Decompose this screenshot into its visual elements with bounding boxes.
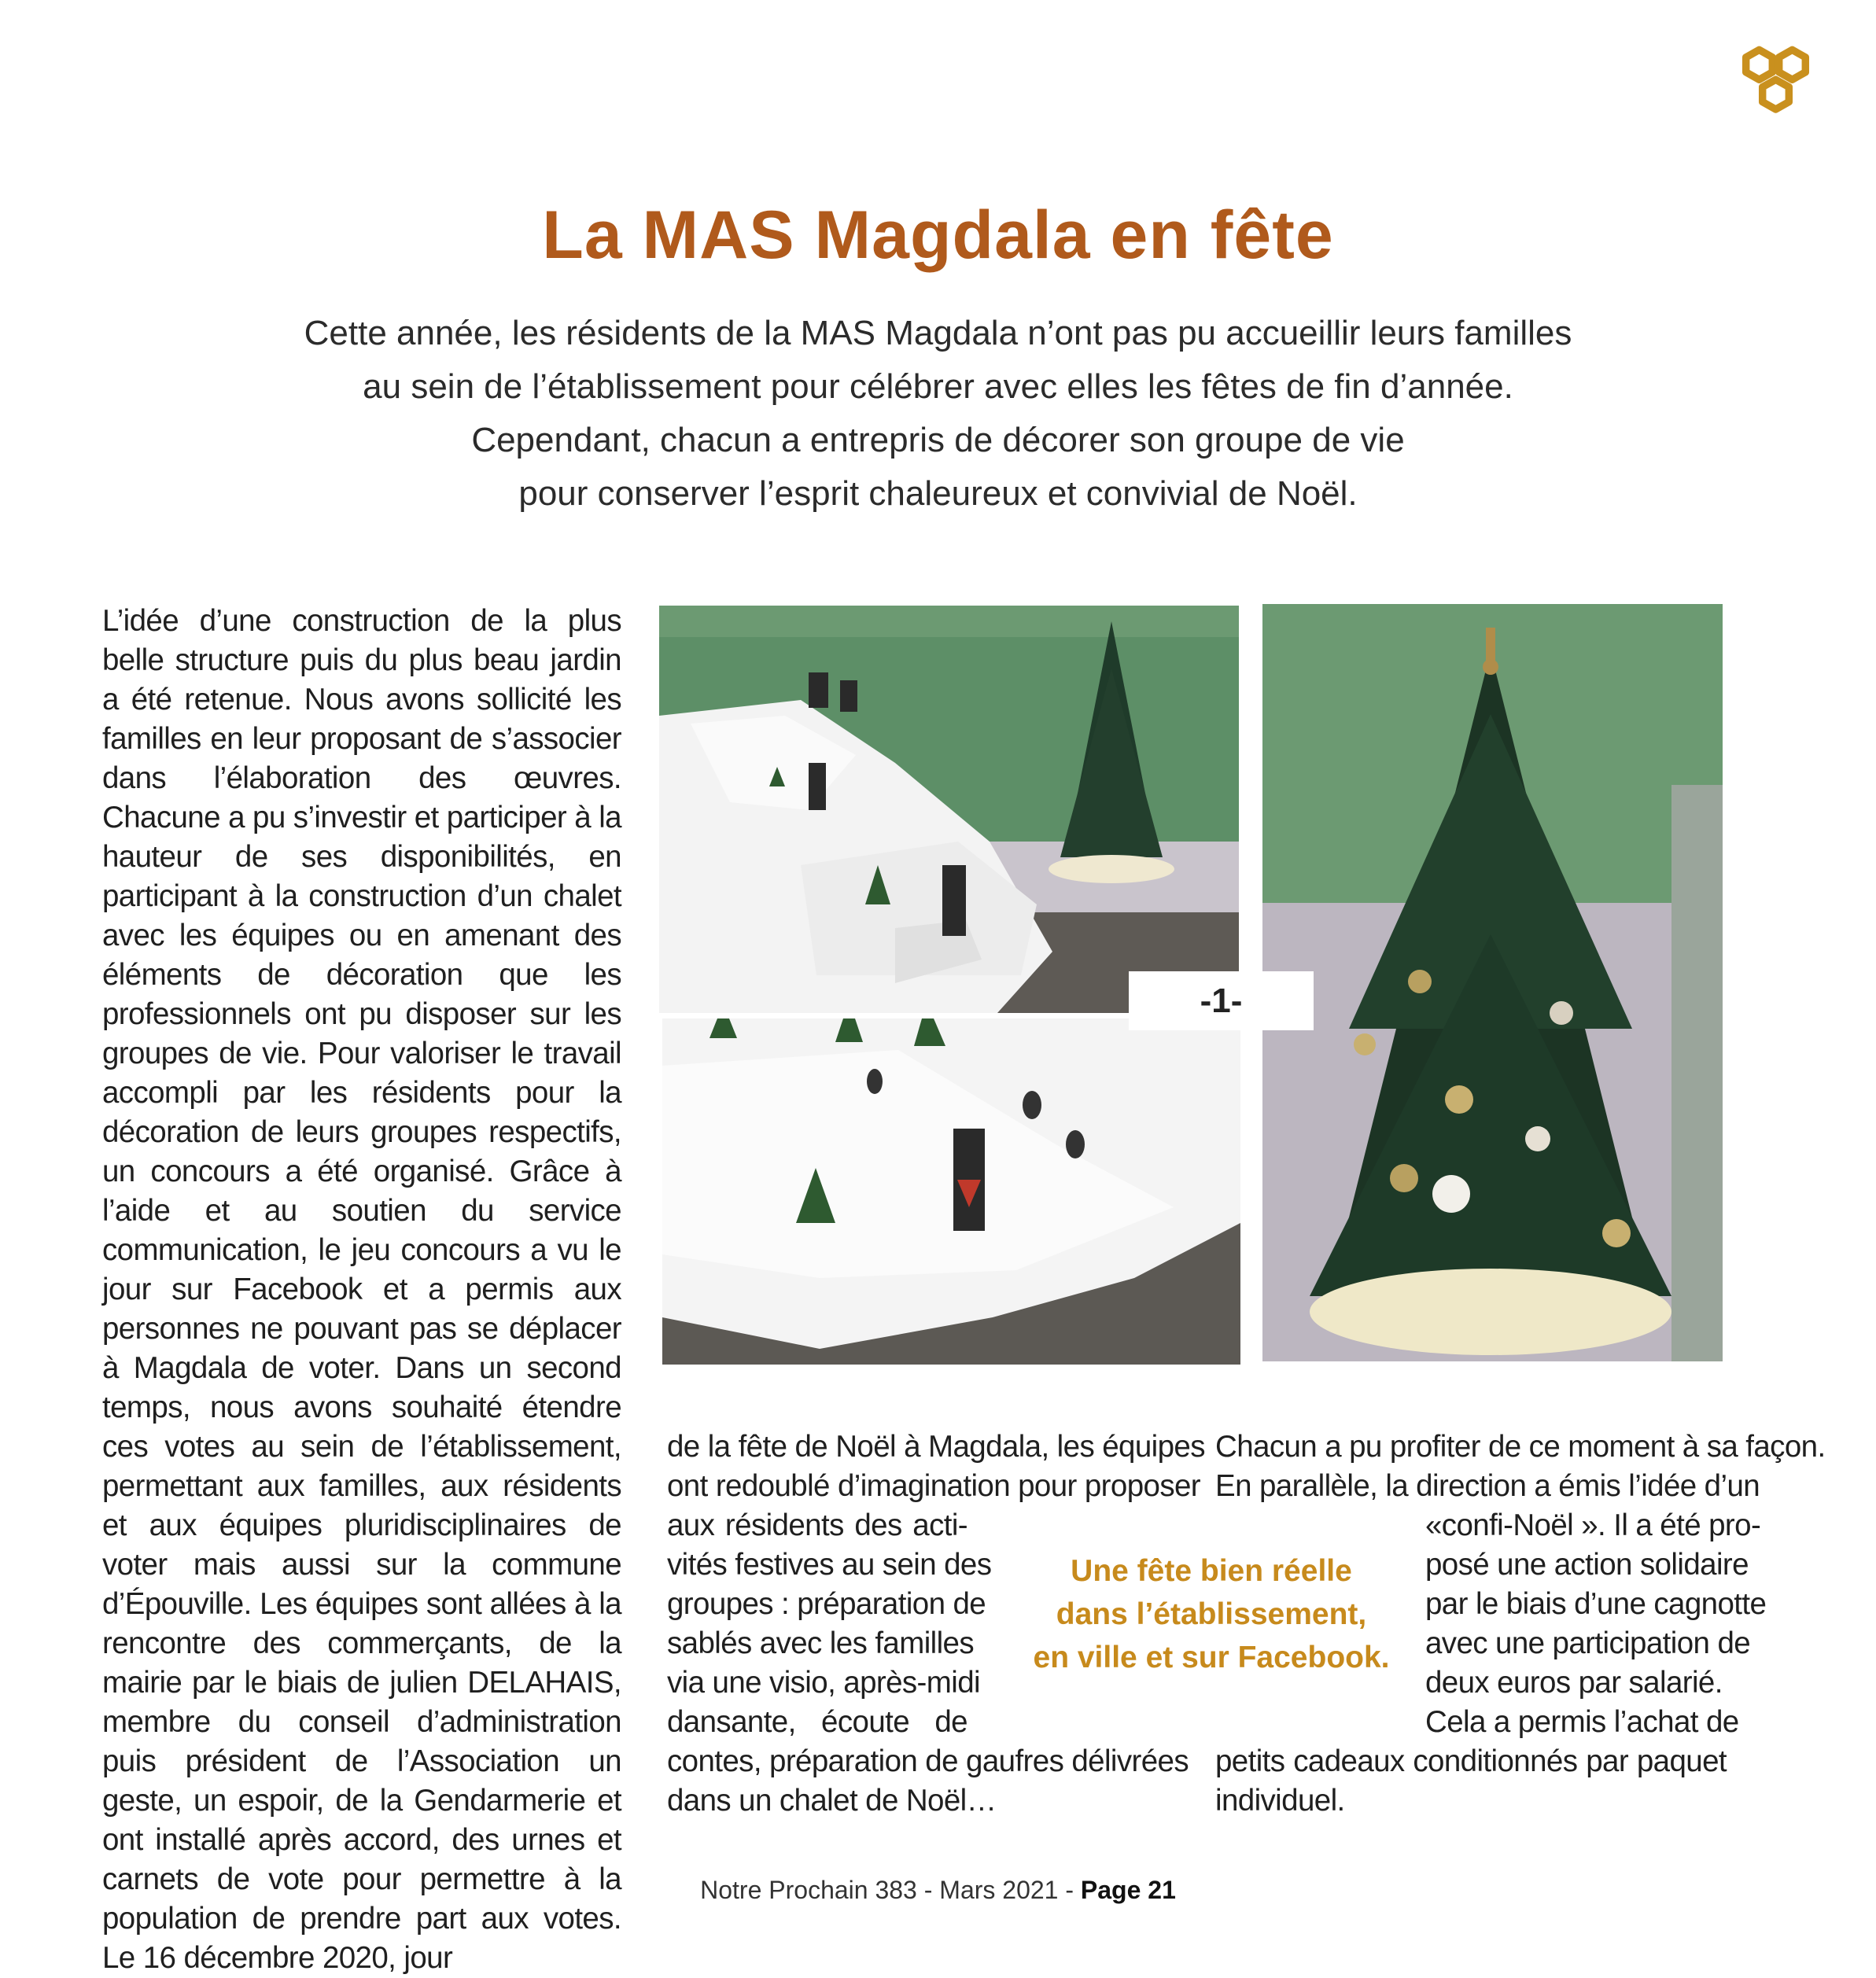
- text-line: ont redoublé d’imagination pour proposer: [667, 1469, 1201, 1503]
- photo-christmas-tree: [1262, 604, 1723, 1361]
- intro-paragraph: [236, 307, 1640, 521]
- text-line: via une visio, après-midi: [667, 1666, 980, 1700]
- intro-line: Cette année, les résidents de la MAS Magdala n’ont pas pu accueillir leurs familles: [304, 314, 1572, 352]
- pull-quote-line: en ville et sur Facebook.: [1033, 1641, 1390, 1674]
- publication-info: Notre Prochain 383 - Mars 2021 -: [700, 1876, 1081, 1904]
- text-line: sablés avec les familles: [667, 1626, 975, 1660]
- article-column-middle-narrow: [667, 1506, 992, 1742]
- article-column-left: L’idée d’une construction de la plus belle structure puis du plus beau jardin a été retenue. Nous avons sollicité les familles en leur proposant de s’associer dans l’élaboration des œuvres. Chacune a pu s’investir et participer à la hauteur de ses disponibilités, en participant à la construction d’un chalet avec les équipes ou en amenant des éléments de décoration que les professionnels ont pu disposer sur les groupes de vie. Pour valoriser le travail accompli par les résidents pour la décoration de leurs groupes respectifs, un concours a été organisé. Grâce à l’aide et au soutien du service communication, le jeu concours a vu le jour sur Facebook et a permis aux personnes ne pouvant pas se déplacer à Magdala de voter. Dans un second temps, nous avons souhaité étendre ces votes au sein de l’établissement, permettant aux familles, aux résidents et aux équipes pluridisciplinaires de voter mais aussi sur la commune d’Épouville. Les équipes sont allées à la rencontre des commerçants, de la mairie par le biais de julien DELAHAIS, membre du conseil d’administration puis président de l’Association un geste, un espoir, de la Gendarmerie et ont installé après accord, des urnes et carnets de vote pour permettre à la population de prendre part aux votes. Le 16 décembre 2020, jour: [102, 604, 621, 1975]
- text-line: avec une participation de: [1425, 1626, 1751, 1660]
- honeycomb-logo-icon: [1734, 43, 1817, 126]
- text-line: groupes : préparation de: [667, 1587, 986, 1621]
- text-line: Cela a permis l’achat de: [1425, 1705, 1739, 1739]
- intro-line: Cependant, chacun a entrepris de décorer son groupe de vie: [471, 421, 1405, 459]
- text-line: deux euros par salarié.: [1425, 1666, 1723, 1700]
- text-line: posé une action solidaire: [1425, 1548, 1749, 1582]
- text-line: individuel.: [1215, 1784, 1345, 1818]
- article-column-middle-bottom: [667, 1742, 1189, 1821]
- photo-snow-scene-tree: [659, 606, 1239, 1013]
- text-line: contes, préparation de gaufres délivrées: [667, 1744, 1189, 1778]
- text-line: «confi-Noël ». Il a été pro-: [1425, 1508, 1761, 1542]
- pull-quote-line: dans l’établissement,: [1056, 1597, 1367, 1631]
- article-column-middle: [667, 1427, 1205, 1506]
- text-line: aux résidents des acti-: [667, 1508, 967, 1542]
- page-title: La MAS Magdala en fête: [542, 197, 1334, 273]
- article-column-right: [1215, 1427, 1826, 1506]
- pull-quote-line: Une fête bien réelle: [1071, 1554, 1352, 1588]
- article-column-right-narrow: [1425, 1506, 1767, 1742]
- intro-line: pour conserver l’esprit chaleureux et convivial de Noël.: [518, 474, 1358, 513]
- text-line: dansante, écoute de: [667, 1705, 967, 1739]
- text-line: par le biais d’une cagnotte: [1425, 1587, 1767, 1621]
- text-line: dans un chalet de Noël…: [667, 1784, 997, 1818]
- text-line: Chacun a pu profiter de ce moment à sa façon.: [1215, 1430, 1826, 1464]
- text-line: vités festives au sein des: [667, 1548, 992, 1582]
- article-column-right-bottom: [1215, 1742, 1727, 1821]
- pull-quote: [999, 1549, 1424, 1679]
- text-line: de la fête de Noël à Magdala, les équipes: [667, 1430, 1205, 1464]
- text-line: En parallèle, la direction a émis l’idée d’un: [1215, 1469, 1760, 1503]
- page-footer: [0, 1876, 1876, 1905]
- photo-number-badge: -1-: [1129, 971, 1314, 1030]
- photo-penguins: [662, 1018, 1240, 1365]
- intro-line: au sein de l’établissement pour célébrer avec elles les fêtes de fin d’année.: [363, 367, 1513, 406]
- text-line: petits cadeaux conditionnés par paquet: [1215, 1744, 1727, 1778]
- page-number: Page 21: [1080, 1876, 1176, 1904]
